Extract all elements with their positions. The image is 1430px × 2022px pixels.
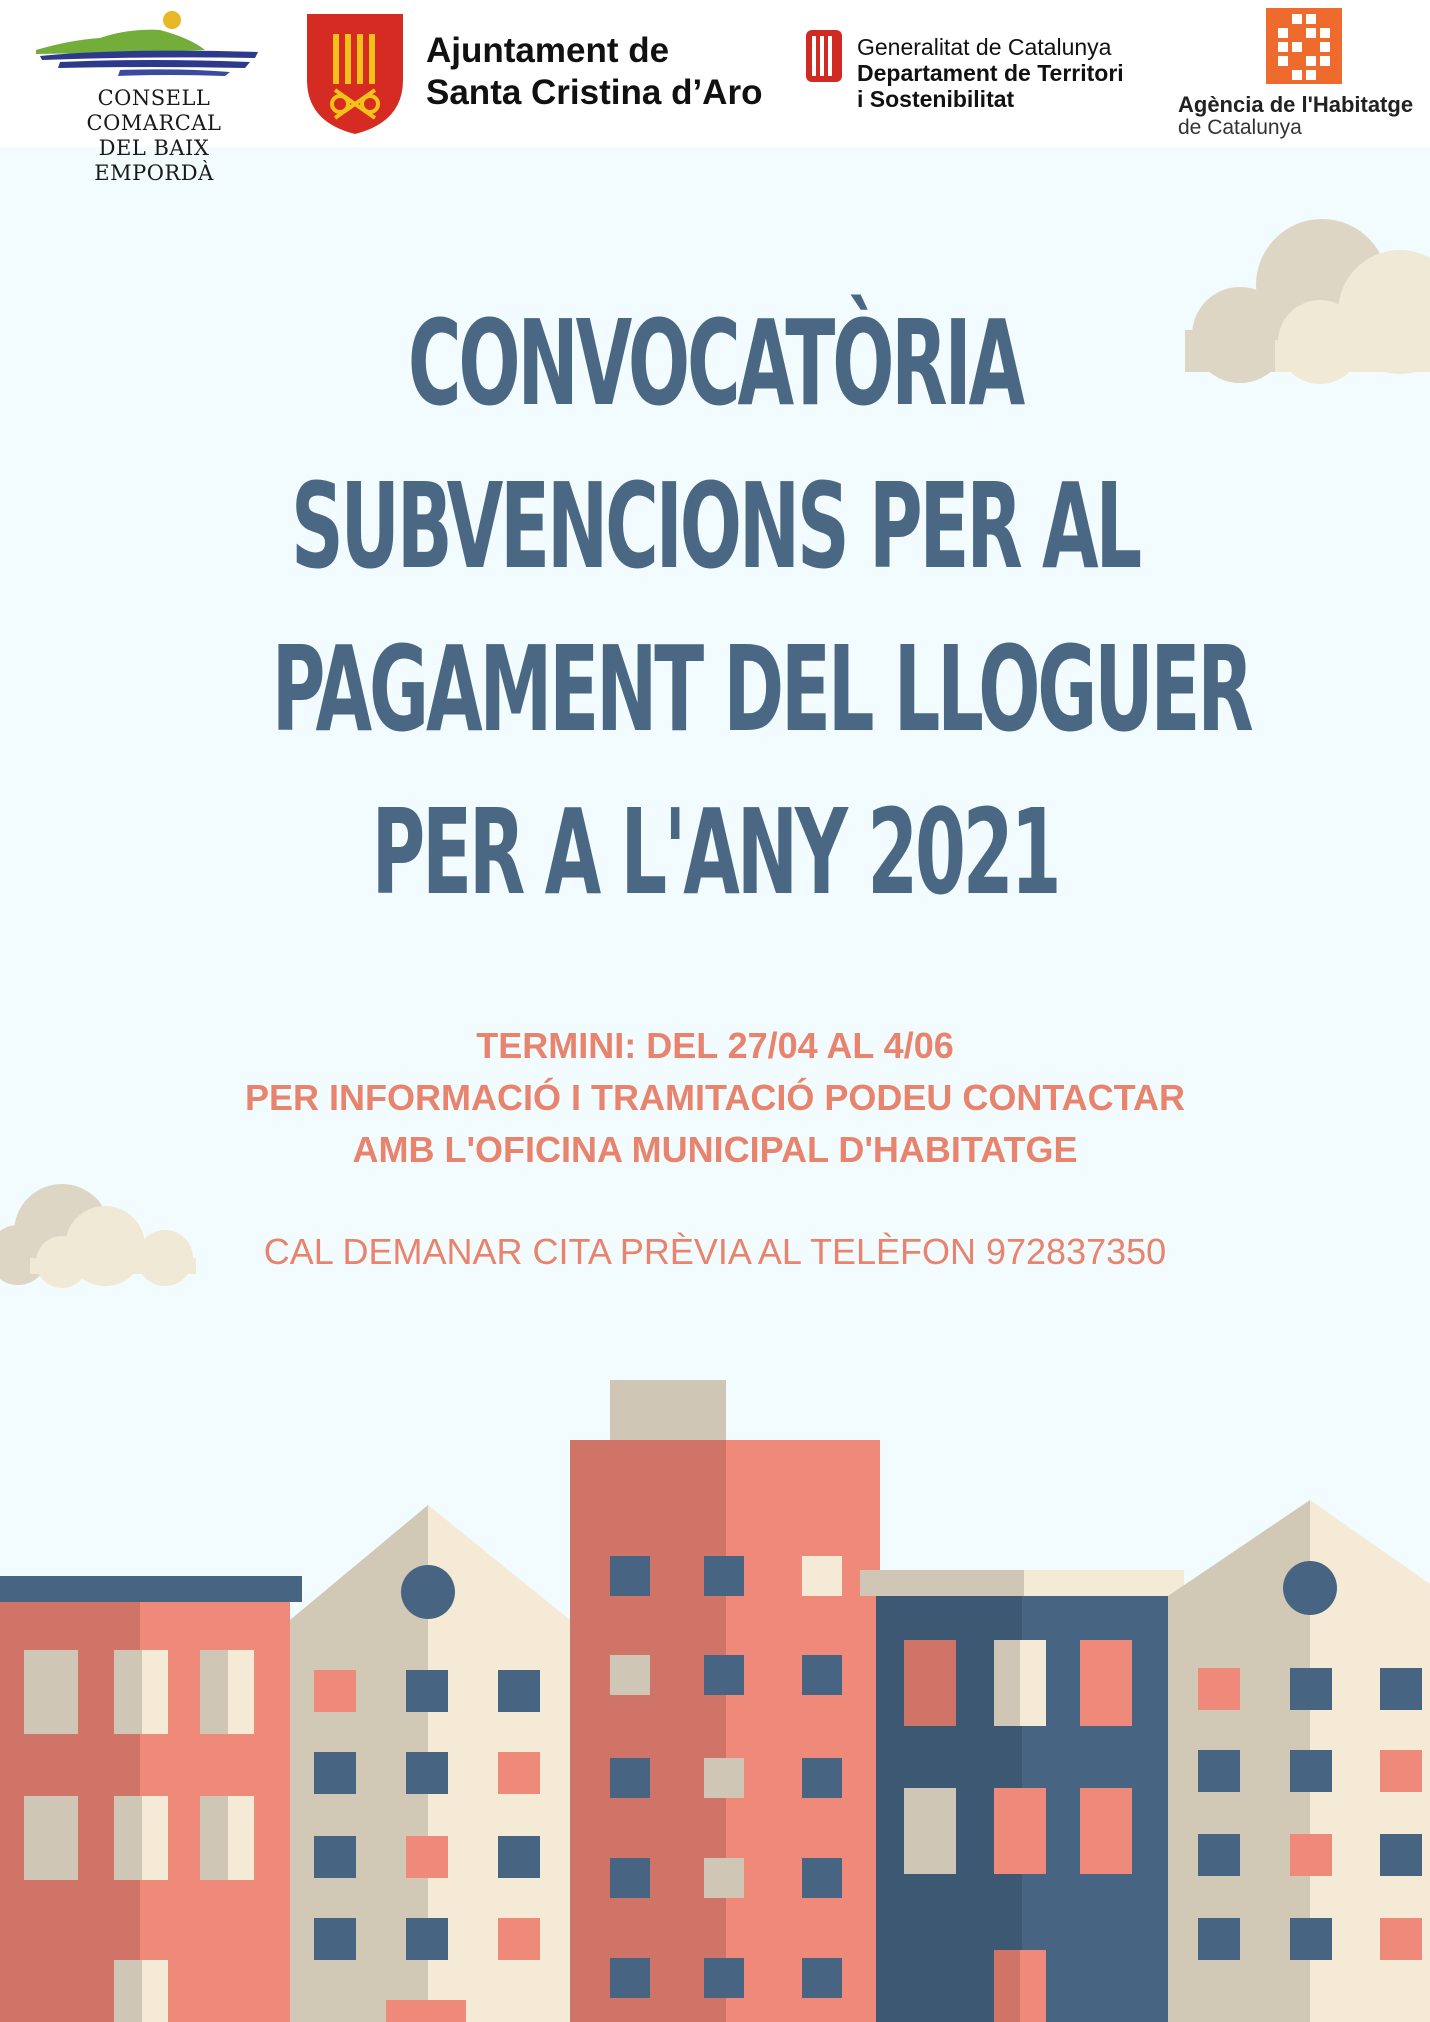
agencia-region: de Catalunya [1178, 116, 1302, 139]
building-cream-gable-1 [290, 1505, 570, 2022]
agencia-name: Agència de l'Habitatge [1178, 92, 1414, 117]
title-line-4: PER A L'ANY 2021 [371, 783, 1059, 921]
termini-text: TERMINI: DEL 27/04 AL 4/06 [476, 1025, 954, 1066]
building-navy [860, 1570, 1184, 2022]
contact-line-2: AMB L'OFICINA MUNICIPAL D'HABITATGE [352, 1129, 1078, 1170]
building-cream-gable-2 [1168, 1500, 1430, 2022]
building-tall-brick [570, 1380, 880, 2022]
poster-title [271, 282, 1251, 934]
contact-line-1: PER INFORMACIÓ I TRAMITACIÓ PODEU CONTACTAR [245, 1077, 1185, 1118]
consell-comarcal-name: CONSELL COMARCAL DEL BAIX EMPORDÀ [86, 86, 222, 185]
generalitat-department-2: i Sostenibilitat [857, 86, 1015, 112]
title-line-1: CONVOCATÒRIA [407, 294, 1023, 432]
generalitat-department: Departament de Territori [857, 60, 1124, 86]
info-block [0, 1020, 1430, 1176]
cloud-icon-top-right [1185, 219, 1430, 384]
building-left-brick [0, 1576, 302, 2022]
phone-note: CAL DEMANAR CITA PRÈVIA AL TELÈFON 972837350 [263, 1231, 1167, 1272]
ajuntament-name: Ajuntament de Santa Cristina d’Aro [426, 31, 763, 112]
title-line-3: PAGAMENT DEL LLOGUER [271, 620, 1251, 758]
generalitat-name: Generalitat de Catalunya [857, 34, 1112, 60]
title-line-2: SUBVENCIONS PER AL [290, 457, 1140, 595]
